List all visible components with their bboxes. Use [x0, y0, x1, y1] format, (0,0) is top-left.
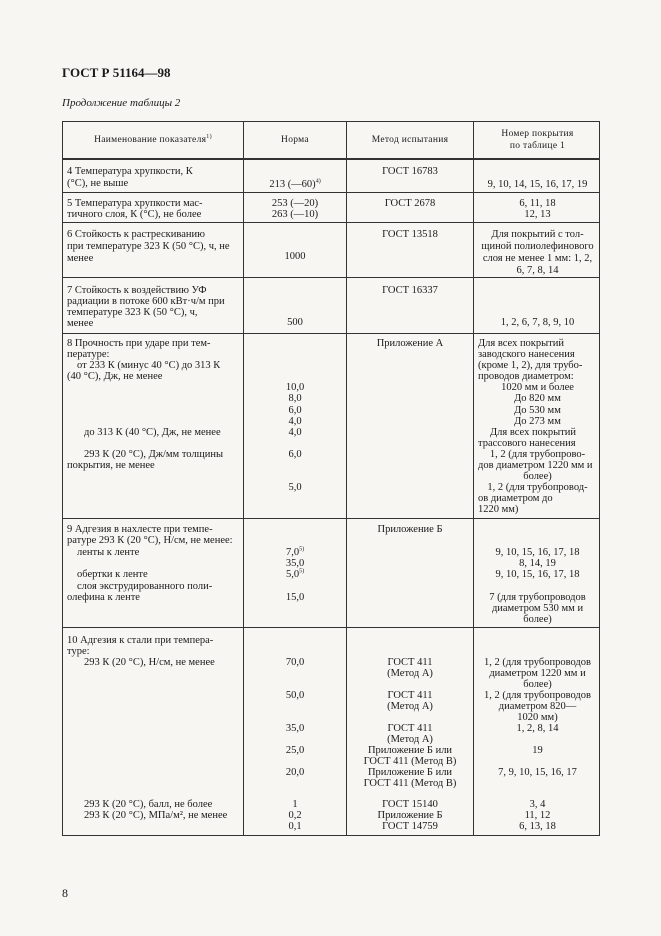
- row10-coatings: 1, 2 (для трубопроводов: [484, 690, 591, 701]
- row5-norm: 263 (—10): [271, 209, 319, 220]
- row10-coatings: 1, 2, 8, 14: [516, 723, 559, 734]
- row7-name-cont: менее: [67, 318, 94, 329]
- row8-coatings: 1, 2 (для трубопровод-: [487, 482, 588, 493]
- row7-method: ГОСТ 16337: [382, 285, 438, 296]
- row8-norm: 8,0: [288, 393, 302, 404]
- row8-coatings: 1020 мм и более: [501, 382, 574, 393]
- row10-method: Приложение Б или: [367, 745, 453, 756]
- row-divider: [63, 627, 599, 628]
- table-continuation-caption: Продолжение таблицы 2: [62, 97, 181, 109]
- row7-name: 7 Стойкость к воздействию УФ: [67, 285, 207, 296]
- row8-norm: 4,0: [288, 427, 302, 438]
- row10-subitem: 293 К (20 °С), балл, не более: [84, 799, 213, 810]
- row10-method: ГОСТ 14759: [382, 821, 438, 832]
- row9-coatings: 8, 14, 19: [519, 558, 556, 569]
- row10-method: Приложение Б или: [367, 767, 453, 778]
- row8-coatings: заводского нанесения: [478, 349, 575, 360]
- row-divider: [63, 192, 599, 193]
- row8-coatings: 1220 мм): [478, 504, 519, 515]
- page-number: 8: [62, 886, 68, 900]
- header-norm: Норма: [281, 135, 309, 145]
- row6-coatings: 6, 7, 8, 14: [516, 265, 559, 276]
- row4-coatings: 9, 10, 14, 15, 16, 17, 19: [487, 179, 588, 190]
- row6-name: 6 Стойкость к растрескиванию: [67, 229, 205, 240]
- row6-coatings: слоя не менее 1 мм: 1, 2,: [482, 253, 593, 264]
- row4-method: ГОСТ 16783: [382, 166, 438, 177]
- row6-name-cont: менее: [67, 253, 94, 264]
- row5-method: ГОСТ 2678: [384, 198, 436, 209]
- row5-norm: 253 (—20): [271, 198, 319, 209]
- row10-name: 10 Адгезия к стали при темпера-: [67, 635, 214, 646]
- row8-norm: 5,0: [288, 482, 302, 493]
- row10-norm: 50,0: [285, 690, 305, 701]
- row-divider: [63, 333, 599, 334]
- row8-norm: 6,0: [288, 405, 302, 416]
- row-divider: [63, 222, 599, 223]
- row8-subitem: от 233 К (минус 40 °С) до 313 К: [77, 360, 221, 371]
- row8-norm: 6,0: [288, 449, 302, 460]
- header-coating-number: Номер покрытия по таблице 1: [501, 129, 574, 151]
- row6-coatings: Для покрытий с тол-: [491, 229, 584, 240]
- row10-coatings: 7, 9, 10, 15, 16, 17: [498, 767, 577, 778]
- row8-name: 8 Прочность при ударе при тем-: [67, 338, 211, 349]
- row-divider: [63, 518, 599, 519]
- row8-name-cont: пературе:: [67, 349, 110, 360]
- row10-name-cont: туре:: [67, 646, 90, 657]
- row9-norm: 7,0$^{5)}$: [285, 546, 305, 558]
- row9-coatings: 7 (для трубопроводов: [489, 592, 586, 603]
- row-divider: [63, 277, 599, 278]
- row8-coatings: более): [523, 471, 552, 482]
- row6-norm: 1000: [284, 251, 306, 262]
- row10-coatings: 11, 12: [524, 810, 551, 821]
- row8-coatings: До 530 мм: [514, 405, 561, 416]
- row6-name-cont: при температуре 323 К (50 °С), ч, не: [67, 241, 230, 252]
- row10-norm: 25,0: [285, 745, 305, 756]
- row8-norm: 4,0: [288, 416, 302, 427]
- row10-norm: 0,1: [288, 821, 302, 832]
- row9-subitem-cont: олефина к ленте: [67, 592, 140, 603]
- row8-coatings: Для всех покрытий: [478, 338, 565, 349]
- row10-method: ГОСТ 411 (Метод В): [363, 756, 457, 767]
- row4-name-cont: (°С), не выше: [67, 178, 129, 189]
- row8-norm: 10,0: [285, 382, 305, 393]
- row10-method: (Метод А): [387, 668, 433, 679]
- row10-subitem: 293 К (20 °С), МПа/м², не менее: [84, 810, 228, 821]
- row10-coatings: 19: [532, 745, 543, 756]
- row10-method: (Метод А): [387, 734, 433, 745]
- header-indicator-name: Наименование показателя$^{1)}$: [94, 133, 212, 145]
- row10-method: Приложение Б: [377, 810, 443, 821]
- row8-coatings: До 820 мм: [514, 393, 561, 404]
- header-test-method: Метод испытания: [371, 135, 449, 145]
- row9-coatings: 9, 10, 15, 16, 17, 18: [495, 547, 580, 558]
- row10-coatings: 1, 2 (для трубопроводов: [484, 657, 591, 668]
- row8-coatings: До 273 мм: [514, 416, 561, 427]
- row9-norm: 5,0$^{5)}$: [285, 568, 305, 580]
- row10-subitem: 293 К (20 °С), Н/см, не менее: [84, 657, 215, 668]
- row8-subitem: до 313 К (40 °С), Дж, не менее: [84, 427, 221, 438]
- row5-coatings: 6, 11, 18: [519, 198, 556, 209]
- row10-norm: 0,2: [288, 810, 302, 821]
- row9-name-cont: ратуре 293 К (20 °С), Н/см, не менее:: [67, 535, 233, 546]
- row10-coatings: 3, 4: [529, 799, 546, 810]
- row10-norm: 1: [292, 799, 298, 810]
- row10-method: ГОСТ 411 (Метод В): [363, 778, 457, 789]
- row10-coatings: диаметром 820—: [498, 701, 577, 712]
- row5-coatings: 12, 13: [524, 209, 551, 220]
- row5-name-cont: тичного слоя, К (°С), не более: [67, 209, 202, 220]
- row10-method: ГОСТ 15140: [382, 799, 438, 810]
- row6-coatings: щиной полиолефинового: [481, 241, 594, 252]
- row10-norm: 20,0: [285, 767, 305, 778]
- row10-method: ГОСТ 411: [387, 657, 433, 668]
- row10-coatings: 6, 13, 18: [519, 821, 556, 832]
- row8-coatings: трассового нанесения: [478, 438, 576, 449]
- row7-coatings: 1, 2, 6, 7, 8, 9, 10: [500, 317, 575, 328]
- row9-coatings: 9, 10, 15, 16, 17, 18: [495, 569, 580, 580]
- row9-norm: 35,0: [285, 558, 305, 569]
- row8-coatings: проводов диаметром:: [478, 371, 574, 382]
- row7-name-cont: радиации в потоке 600 кВт·ч/м при: [67, 296, 225, 307]
- row10-coatings: 1020 мм): [517, 712, 558, 723]
- row8-coatings: (кроме 1, 2), для трубо-: [478, 360, 583, 371]
- row4-norm: 213 (—60)$^{4)}$: [269, 178, 321, 190]
- data-table: [62, 121, 600, 836]
- document-code: ГОСТ Р 51164—98: [62, 65, 171, 80]
- header-divider: [63, 158, 599, 160]
- row8-coatings: ов диаметром до: [478, 493, 553, 504]
- row10-method: ГОСТ 411: [387, 723, 433, 734]
- row9-coatings: диаметром 530 мм и: [491, 603, 584, 614]
- row8-subitem-cont: (40 °С), Дж, не менее: [67, 371, 163, 382]
- row8-subitem: 293 К (20 °С), Дж/мм толщины: [84, 449, 224, 460]
- row9-coatings: более): [523, 614, 552, 625]
- row9-subitem: ленты к ленте: [77, 547, 140, 558]
- row6-method: ГОСТ 13518: [382, 229, 438, 240]
- row8-method: Приложение А: [376, 338, 444, 349]
- row8-coatings: 1, 2 (для трубопрово-: [489, 449, 586, 460]
- row10-method: ГОСТ 411: [387, 690, 433, 701]
- row10-norm: 70,0: [285, 657, 305, 668]
- row9-name: 9 Адгезия в нахлесте при темпе-: [67, 524, 213, 535]
- row9-norm: 15,0: [285, 592, 305, 603]
- row5-name: 5 Температура хрупкости мас-: [67, 198, 203, 209]
- row10-method: (Метод А): [387, 701, 433, 712]
- row10-coatings: диаметром 1220 мм и: [489, 668, 586, 679]
- row7-norm: 500: [287, 317, 303, 328]
- row4-name: 4 Температура хрупкости, К: [67, 166, 193, 177]
- row7-name-cont: температуре 323 К (50 °С), ч,: [67, 307, 198, 318]
- row10-norm: 35,0: [285, 723, 305, 734]
- row8-subitem-cont: покрытия, не менее: [67, 460, 155, 471]
- row9-method: Приложение Б: [377, 524, 443, 535]
- row9-subitem: обертки к ленте: [77, 569, 148, 580]
- row10-coatings: более): [523, 679, 552, 690]
- row8-coatings: дов диаметром 1220 мм и: [478, 460, 593, 471]
- row9-subitem: слоя экструдированного поли-: [77, 581, 213, 592]
- row8-coatings: Для всех покрытий: [490, 427, 577, 438]
